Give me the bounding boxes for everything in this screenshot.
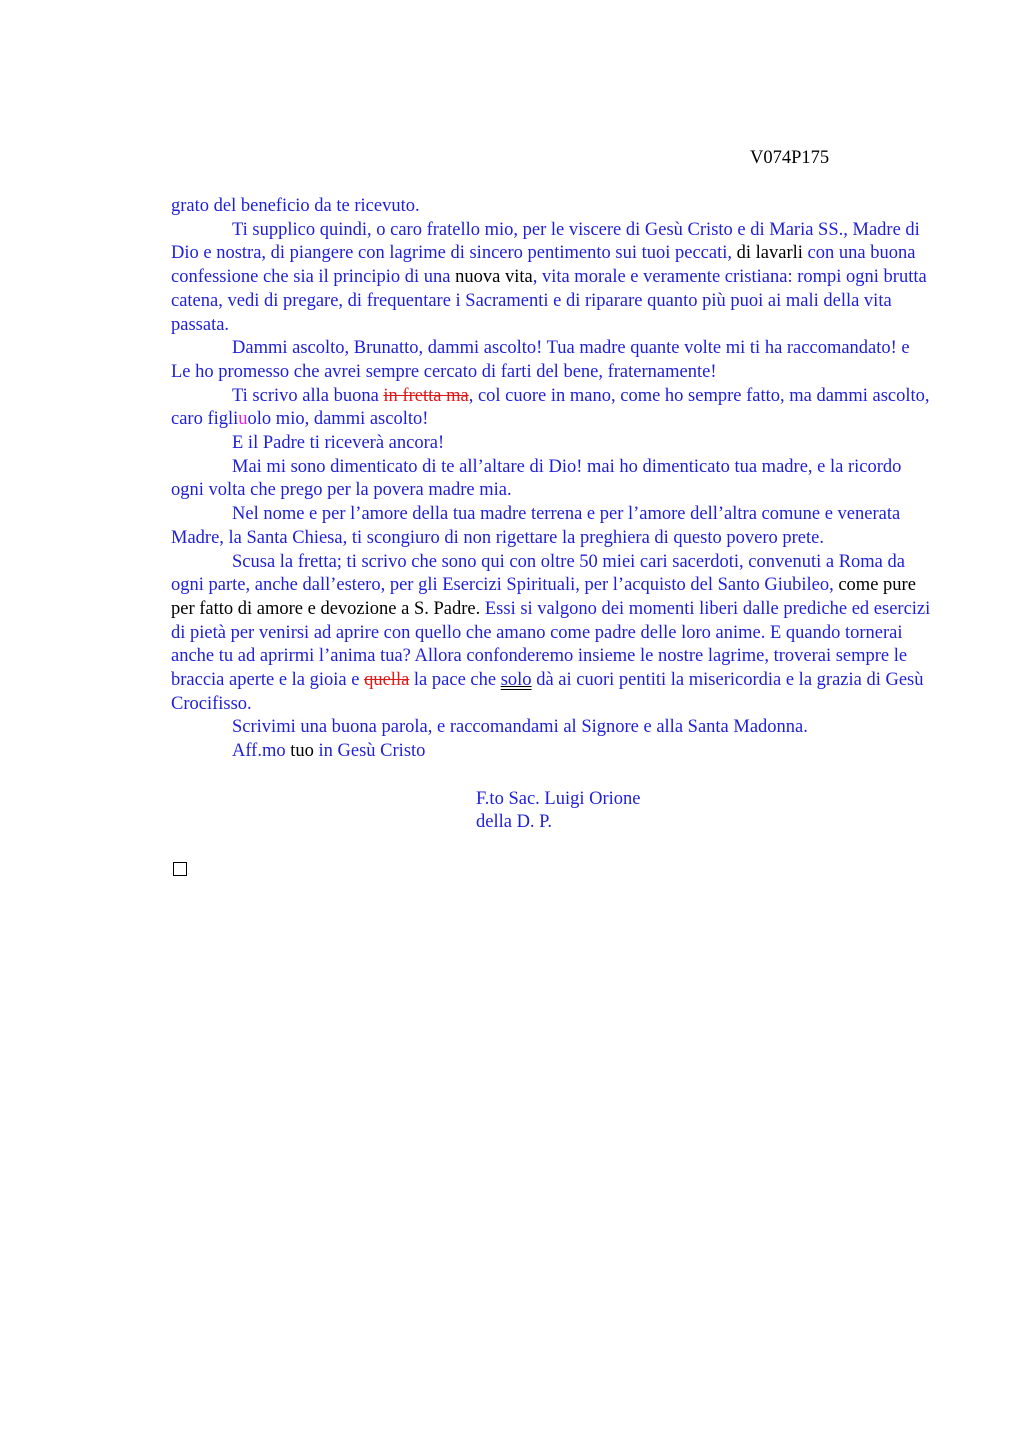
text-span: Dammi ascolto, Brunatto, dammi ascolto! Tua madre quante volte mi ti ha raccomandato! e Le ho promesso che avrei sempre cercato di farti del bene, fraternamente! [171,338,910,382]
paragraph-1 [171,195,931,219]
spacer [171,764,931,788]
text-span: E il Padre ti riceverà ancora! [232,433,445,454]
paragraph-6 [171,456,931,503]
text-span: Nel nome e per l’amore della tua madre terrena e per l’amore dell’altra comune e venerata Madre, la Santa Chiesa, ti scongiuro di non rigettare la preghiera di questo povero prete. [171,504,901,548]
paragraph-2 [171,219,931,338]
paragraph-5 [171,432,931,456]
paragraph-3 [171,337,931,384]
text-span: Aff.mo [232,741,286,762]
paragraph-8 [171,551,931,717]
signature-line-2: della D. P. [476,812,553,833]
text-span: di lavarli [732,243,808,264]
deleted-text: quella [364,670,410,691]
closing-line [171,740,931,764]
paragraph-4 [171,385,931,432]
paragraph-9 [171,716,931,740]
underlined-text: solo [500,670,532,691]
text-span: Mai mi sono dimenticato di te all’altare di Dio! mai ho dimenticato tua madre, e la ricordo ogni volta che prego per la povera madre mia. [171,456,902,501]
text-span: , vita morale e veramente cristiana: rompi ogni brutta catena, vedi di pregare, di frequentare i Sacramenti e di riparare quanto più puoi ai mali della vita passata. [171,267,927,335]
deleted-text: in fretta ma [383,385,469,406]
text-span: in Gesù Cristo [318,741,426,762]
text-span: nuova vita [450,267,533,288]
text-span: la pace che [409,670,501,691]
signature-line-1: F.to Sac. Luigi Orione [476,788,641,809]
text-span: olo mio, dammi ascolto! [247,409,429,430]
text-span: Scrivimi una buona parola, e raccomandami al Signore e alla Santa Madonna. [232,717,808,738]
checkbox-icon [173,862,187,876]
paragraph-7 [171,503,931,550]
text-span: dà ai cuori pentiti la misericordia e la grazia di Gesù Crocifisso. [171,670,924,714]
text-span: grato del beneficio da te ricevuto. [171,196,420,216]
text-span: Ti scrivo alla buona [232,385,384,406]
text-span: Scusa la fretta; ti scrivo che sono qui con oltre 50 miei cari sacerdoti, convenuti a Roma da ogni parte, anche dall’estero, per gli Esercizi Spirituali, per l’acquisto del Santo Giubileo, [171,551,905,596]
text-span: tuo [285,741,319,762]
text-span: con una buona confessione che sia il principio di una [171,243,916,288]
text-span: come pure per fatto di amore e devozione a S. Padre. [171,575,916,619]
inserted-text: u [238,409,248,430]
page-id: V074P175 [750,148,830,168]
text-span: , col cuore in mano, come ho sempre fatto, ma dammi ascolto, caro figli [171,385,930,430]
text-span: Ti supplico quindi, o caro fratello mio, per le viscere di Gesù Cristo e di Maria SS., Madre di Dio e nostra, di piangere con lagrime di sincero pentimento sui tuoi peccati, [171,219,920,264]
letter-body [171,195,931,835]
text-span: Essi si valgono dei momenti liberi dalle prediche ed esercizi di pietà per venirsi ad aprire con quello che amano come padre delle loro anime. E quando tornerai anche tu ad aprirmi l’anima tua? Allora confonderemo insieme le nostre lagrime, troverai sempre le braccia aperte e la gioia e [171,598,931,691]
